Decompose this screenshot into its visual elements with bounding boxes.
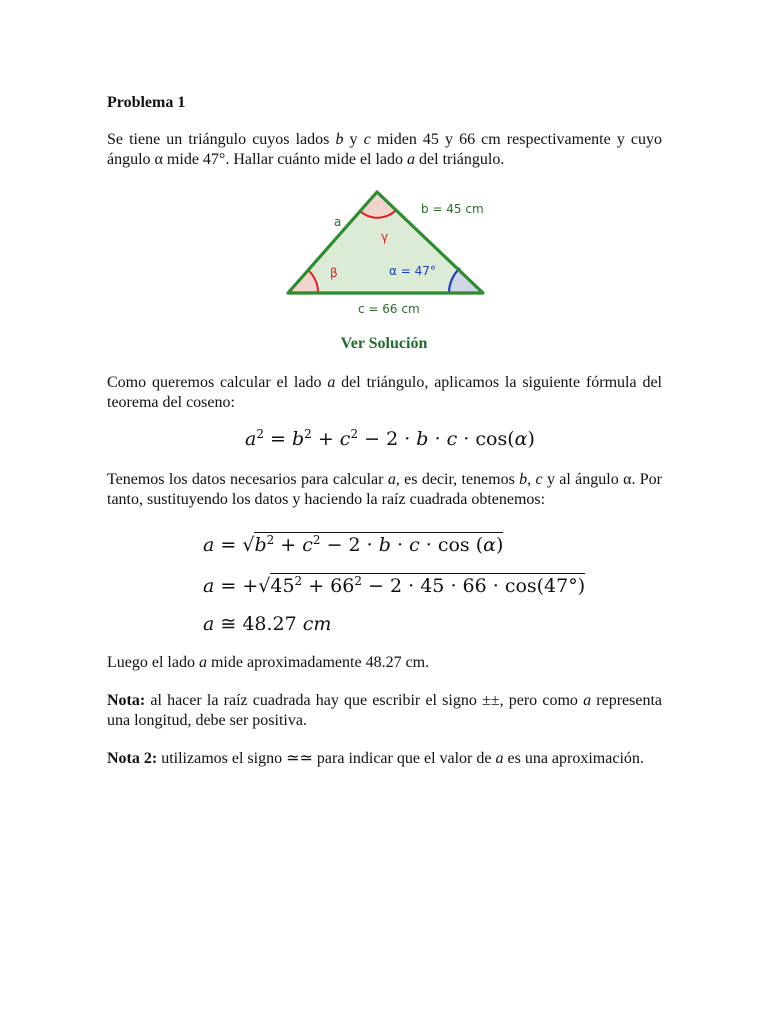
var-a: a (583, 692, 592, 709)
para2-text-2: del triángulo, aplicamos la siguiente fórmula del teorema del coseno: (107, 374, 663, 411)
problem-title: Problema 1 (107, 94, 186, 111)
para3-text-4: y al ángulo α. Por tanto, sustituyendo los datos y haciendo la raíz cuadrada obtenemos: (107, 471, 663, 508)
note-2 (107, 749, 662, 769)
para2-text-1: Como queremos calcular el lado (107, 374, 328, 391)
note-1-text-2: representa una longitud, debe ser positiva. (107, 692, 663, 729)
label-side-b: b = 45 cm (421, 202, 484, 216)
para3-text-3: , (527, 471, 536, 488)
label-gamma: γ (381, 230, 389, 244)
para4-text-1: Luego el lado (107, 654, 199, 671)
para3-text-1: Tenemos los datos necesarios para calcular (107, 471, 388, 488)
problem-statement (107, 130, 662, 170)
note-2-text-1: utilizamos el signo ≃≃ para indicar que el valor de (157, 750, 496, 767)
label-alpha: α = 47° (389, 264, 436, 278)
note-1-text-1: al hacer la raíz cuadrada hay que escribir el signo ±±, pero como (145, 692, 584, 709)
para4-text-2: mide aproximadamente 48.27 cm. (206, 654, 430, 671)
var-a: a (327, 374, 336, 391)
label-beta: β (330, 266, 338, 280)
statement-text-1: Se tiene un triángulo cuyos lados (107, 131, 336, 148)
statement-text-2: y (343, 131, 364, 148)
var-a: a (198, 654, 207, 671)
triangle-figure (270, 180, 510, 325)
ver-solucion-link[interactable]: Ver Solución (340, 335, 428, 352)
formula-sqrt-numeric: $a = +√45^2 + 66^2 - 2 \cdot 45 \cdot 66 \cdot \cos(47^\circ)$ (203, 574, 586, 597)
formula-cosine-law: $a^2 = b^2 + c^2 - 2 \cdot b \cdot c \cdot \cos(\alpha)$ (245, 427, 535, 450)
formula-sqrt-general: $a = √b^2 + c^2 - 2 \cdot b \cdot c \cdot \cos (\alpha)$ (203, 533, 504, 556)
var-c: c (363, 131, 371, 148)
label-side-a: a (334, 215, 342, 229)
paragraph-substitution (107, 470, 662, 510)
note-2-text-2: es una aproximación. (503, 750, 644, 767)
var-a: a (387, 471, 396, 488)
formula-result: a ≅ 48.27 cm (203, 613, 332, 635)
var-a: a (495, 750, 504, 767)
note-2-label: Nota 2: (107, 750, 158, 767)
var-b: b (519, 471, 528, 488)
para3-text-2: , es decir, tenemos (395, 471, 520, 488)
note-1 (107, 691, 662, 731)
statement-text-4: del triángulo. (415, 151, 505, 168)
label-side-c: c = 66 cm (358, 302, 420, 316)
var-c: c (535, 471, 543, 488)
paragraph-conclusion (107, 653, 662, 673)
var-a: a (407, 151, 416, 168)
paragraph-cosine-intro (107, 373, 662, 413)
note-1-label: Nota: (107, 692, 146, 709)
statement-text-3: miden 45 y 66 cm respectivamente y cuyo ángulo α mide 47°. Hallar cuánto mide el lado (107, 131, 662, 168)
var-b: b (335, 131, 344, 148)
